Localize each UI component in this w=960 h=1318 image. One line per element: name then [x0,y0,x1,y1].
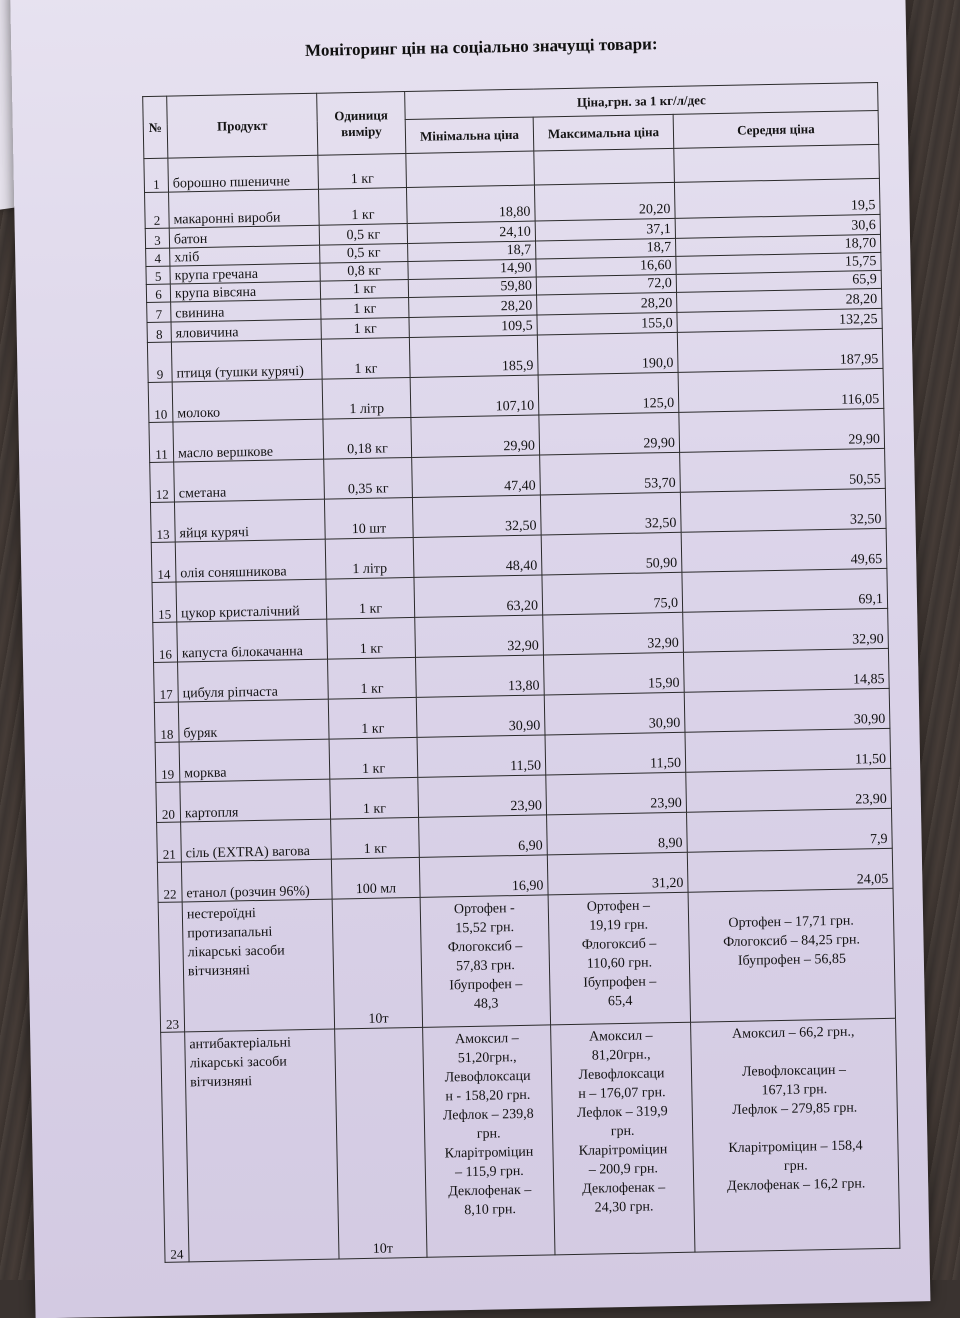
avg-price-cell [674,144,880,182]
avg-price-cell: 30,6 [675,214,880,238]
row-number: 7 [147,302,171,322]
product-name: хліб [170,245,320,266]
max-price-cell: 50,90 [541,532,682,575]
max-price-line: Амоксил – [588,1028,653,1045]
product-name: сіль (EXTRA) вагова [181,819,332,862]
product-name: батон [169,225,319,248]
min-price-line: 57,83 грн. [455,958,515,975]
min-price-cell: 14,90 [408,259,536,279]
min-price-line: Ібупрофен – [449,976,523,994]
avg-price-line: Флогоксиб – 84,25 грн. [722,932,861,951]
row-number: 17 [154,662,179,702]
unit-cell: 1 кг [318,154,407,190]
min-price-cell: 32,50 [412,495,541,537]
min-price-line: 8,10 грн. [464,1202,517,1219]
avg-price-cell: 29,90 [679,408,885,452]
product-name: капуста білокачанна [177,619,328,662]
max-price-line: Флогоксиб – [581,936,657,953]
max-price-cell: 72,0 [536,274,676,295]
avg-price-cell: 32,90 [683,608,889,652]
row-number: 24 [161,1032,189,1262]
min-price-cell: 109,5 [409,315,537,337]
unit-cell: 1 кг [329,737,418,779]
avg-price-cell: 50,55 [680,448,886,492]
min-price-line: 51,20грн., [457,1050,517,1067]
min-price-line: – 115,9 грн. [454,1163,524,1181]
avg-price-cell: 19,5 [674,178,880,218]
avg-price-line: Амоксил – 66,2 грн., [731,1024,855,1042]
unit-cell: 0,35 кг [324,457,413,499]
product-name: морква [179,739,330,782]
avg-price-line: Деклофенак – 16,2 грн. [726,1176,866,1195]
price-table [142,82,900,1263]
min-price-line: Деклофенак – [448,1182,532,1200]
min-price-line: грн. [476,1126,501,1142]
min-price-line: 48,3 [473,996,499,1012]
max-price-cell: 28,20 [537,292,677,315]
unit-cell: 1 літр [325,537,414,579]
max-price-line: Лефлок – 319,9 [576,1104,668,1121]
min-price-cell: 63,20 [414,575,543,617]
product-name: олія соняшникова [175,539,326,582]
unit-cell: 1 кг [328,657,417,699]
product-name: цибуля ріпчаста [178,659,329,702]
max-price-cell: 31,20 [547,852,688,895]
row-number: 6 [146,284,170,302]
max-price-cell: 29,90 [539,412,680,455]
avg-price-cell: 11,50 [685,728,891,772]
min-price-cell: 107,10 [410,375,539,417]
max-price-line: Ібупрофен – [583,974,657,991]
max-price-cell: 75,0 [542,572,683,615]
product-name: свинина [171,299,321,322]
avg-price-line: Ортофен – 17,71 грн. [728,913,854,931]
min-price-cell [420,895,550,1027]
unit-cell: 1 кг [318,188,407,226]
row-number: 1 [144,158,169,192]
unit-cell: 10 шт [324,497,413,539]
row-number: 2 [145,192,170,228]
min-price-cell: 30,90 [416,695,545,737]
row-number: 16 [153,622,178,662]
row-number: 8 [147,322,171,342]
avg-price-line: Ібупрофен – 56,85 [737,951,847,969]
unit-cell: 1 літр [322,377,411,419]
max-price-cell: 23,90 [546,772,687,815]
product-name: масло вершкове [173,419,324,462]
max-price-cell: 32,50 [540,492,681,535]
max-price-line: н – 176,07 грн. [578,1085,666,1102]
min-price-line: Амоксил – [454,1031,519,1048]
product-name: птиця (тушки курячі) [171,339,322,382]
avg-price-cell: 18,70 [676,234,881,256]
row-number: 19 [155,742,180,782]
avg-price-line: Лефлок – 279,85 грн. [732,1100,858,1118]
min-price-cell: 47,40 [412,455,541,497]
product-name: цукор кристалічний [176,579,327,622]
max-price-cell: 15,90 [543,652,684,695]
product-name: буряк [178,699,329,742]
unit-cell: 1 кг [331,817,420,859]
unit-cell: 1 кг [321,297,409,319]
header-avg-price: Середня ціна [673,110,879,148]
unit-cell: 0,8 кг [320,262,408,282]
max-price-cell [534,148,675,185]
avg-price-cell: 49,65 [681,528,887,572]
max-price-cell: 16,60 [536,256,676,277]
min-price-cell: 13,80 [415,655,544,697]
max-price-cell [551,1022,695,1255]
header-number: № [143,96,168,158]
min-price-cell: 29,90 [411,415,540,457]
product-name: антибактеріальні лікарські засоби вітчизняні [185,1029,339,1262]
unit-cell: 100 мл [331,857,420,899]
header-unit: Одиниця виміру [317,92,406,156]
avg-price-line: Левофлоксацин – [741,1062,847,1080]
unit-cell: 1 кг [330,777,419,819]
row-number: 12 [150,462,175,502]
header-max-price: Максимальна ціна [533,114,674,151]
avg-price-cell: 15,75 [676,252,881,274]
avg-price-cell: 116,05 [678,368,884,412]
max-price-cell: 20,20 [534,182,675,221]
product-name: сметана [174,459,325,502]
max-price-cell: 155,0 [537,312,677,335]
max-price-line: грн. [610,1123,635,1140]
avg-price-line: 167,13 грн. [761,1082,828,1099]
row-number: 5 [146,266,170,284]
avg-price-cell: 65,9 [676,270,881,292]
unit-cell: 10т [335,1027,427,1259]
price-table-body [144,144,900,1262]
max-price-cell: 37,1 [535,218,675,241]
max-price-line: Деклофенак – [582,1180,666,1197]
min-price-cell: 59,80 [408,277,536,297]
max-price-line: Левофлоксаци [578,1066,665,1083]
product-name: молоко [172,379,323,422]
row-number: 22 [157,862,182,902]
unit-cell: 1 кг [328,697,417,739]
product-name: крупа гречана [170,263,320,284]
row-number: 18 [154,702,179,742]
header-price-group: Ціна,грн. за 1 кг/л/дес [405,82,878,119]
row-number: 4 [146,248,170,266]
unit-cell: 1 кг [327,617,416,659]
row-number: 11 [149,422,174,462]
avg-price-cell: 187,95 [677,328,883,372]
avg-price-cell: 69,1 [682,568,888,612]
row-number: 13 [150,502,175,542]
product-name: борошно пшеничне [168,155,319,192]
max-price-line: 24,30 грн. [594,1199,654,1216]
avg-price-line: Кларітроміцин – 158,4 [728,1138,863,1157]
row-number: 3 [145,228,169,248]
product-name: етанол (розчин 96%) [181,859,332,902]
max-price-cell: 11,50 [545,732,686,775]
row-number: 21 [157,822,182,862]
min-price-cell: 6,90 [419,815,548,857]
avg-price-cell: 32,50 [680,488,886,532]
min-price-cell: 18,80 [406,185,535,223]
avg-price-line: грн. [783,1158,808,1174]
min-price-cell: 18,7 [408,241,536,261]
avg-price-cell: 7,9 [687,808,893,852]
unit-cell: 1 кг [320,280,408,300]
min-price-cell: 16,90 [419,855,548,897]
avg-price-cell: 132,25 [677,308,882,332]
avg-price-cell: 23,90 [686,768,892,812]
min-price-cell: 48,40 [413,535,542,577]
document-title: Моніторинг цін на соціально значущі товари: [304,34,658,60]
unit-cell: 0,18 кг [323,417,412,459]
max-price-cell: 8,90 [547,812,688,855]
max-price-cell: 53,70 [540,452,681,495]
unit-cell: 0,5 кг [320,244,408,264]
max-price-line: Кларітроміцин [578,1142,668,1159]
min-price-line: Лефлок – 239,8 [442,1106,534,1124]
row-number: 15 [152,582,177,622]
unit-cell: 1 кг [321,337,410,379]
header-product: Продукт [167,93,318,158]
row-number: 10 [148,382,173,422]
min-price-cell [406,151,535,187]
max-price-cell: 125,0 [538,372,679,415]
min-price-line: 15,52 грн. [455,920,515,937]
row-number: 23 [158,902,184,1032]
max-price-line: – 200,9 грн. [588,1161,659,1178]
max-price-cell: 18,7 [536,238,676,259]
avg-price-cell: 30,90 [684,688,890,732]
table-row [158,888,895,1032]
max-price-line: 19,19 грн. [589,917,649,934]
min-price-cell: 11,50 [417,735,546,777]
avg-price-cell: 14,85 [683,648,889,692]
max-price-cell: 30,90 [544,692,685,735]
min-price-cell: 28,20 [409,295,537,317]
min-price-line: Ортофен - [453,901,515,918]
row-number: 20 [156,782,181,822]
max-price-line: 81,20грн., [591,1047,651,1064]
avg-price-cell: 28,20 [677,288,882,312]
header-min-price: Мінімальна ціна [405,117,534,153]
avg-price-cell [688,888,895,1022]
unit-cell: 10т [332,897,422,1029]
unit-cell: 0,5 кг [319,224,407,246]
unit-cell: 1 кг [326,577,415,619]
min-price-line: Левофлоксаци [444,1068,531,1086]
table-row [161,1018,900,1262]
min-price-cell [423,1025,555,1257]
max-price-line: 65,4 [607,993,633,1010]
max-price-cell [548,892,690,1025]
product-name: крупа вівсяна [170,281,320,302]
product-name: яйця курячі [174,499,325,542]
row-number: 9 [147,342,172,382]
product-name: картопля [180,779,331,822]
max-price-line: Ортофен – [586,898,651,915]
min-price-cell: 23,90 [418,775,547,817]
product-name: нестероїдні протизапальні лікарські засоби вітчизняні [182,899,334,1032]
avg-price-cell [691,1018,900,1252]
row-number: 14 [151,542,176,582]
max-price-cell: 32,90 [543,612,684,655]
product-name: макаронні вироби [169,189,320,228]
min-price-cell: 185,9 [409,335,538,377]
avg-price-cell: 24,05 [687,848,893,892]
min-price-cell: 32,90 [415,615,544,657]
min-price-cell: 24,10 [407,221,535,243]
product-name: яловичина [171,319,321,342]
unit-cell: 1 кг [321,317,409,339]
document-page [10,0,930,1318]
min-price-line: Кларітроміцин [444,1144,534,1162]
max-price-line: 110,60 грн. [586,955,653,972]
min-price-line: Флогоксиб – [447,938,523,956]
max-price-cell: 190,0 [537,332,678,375]
min-price-line: н - 158,20 грн. [445,1087,531,1105]
